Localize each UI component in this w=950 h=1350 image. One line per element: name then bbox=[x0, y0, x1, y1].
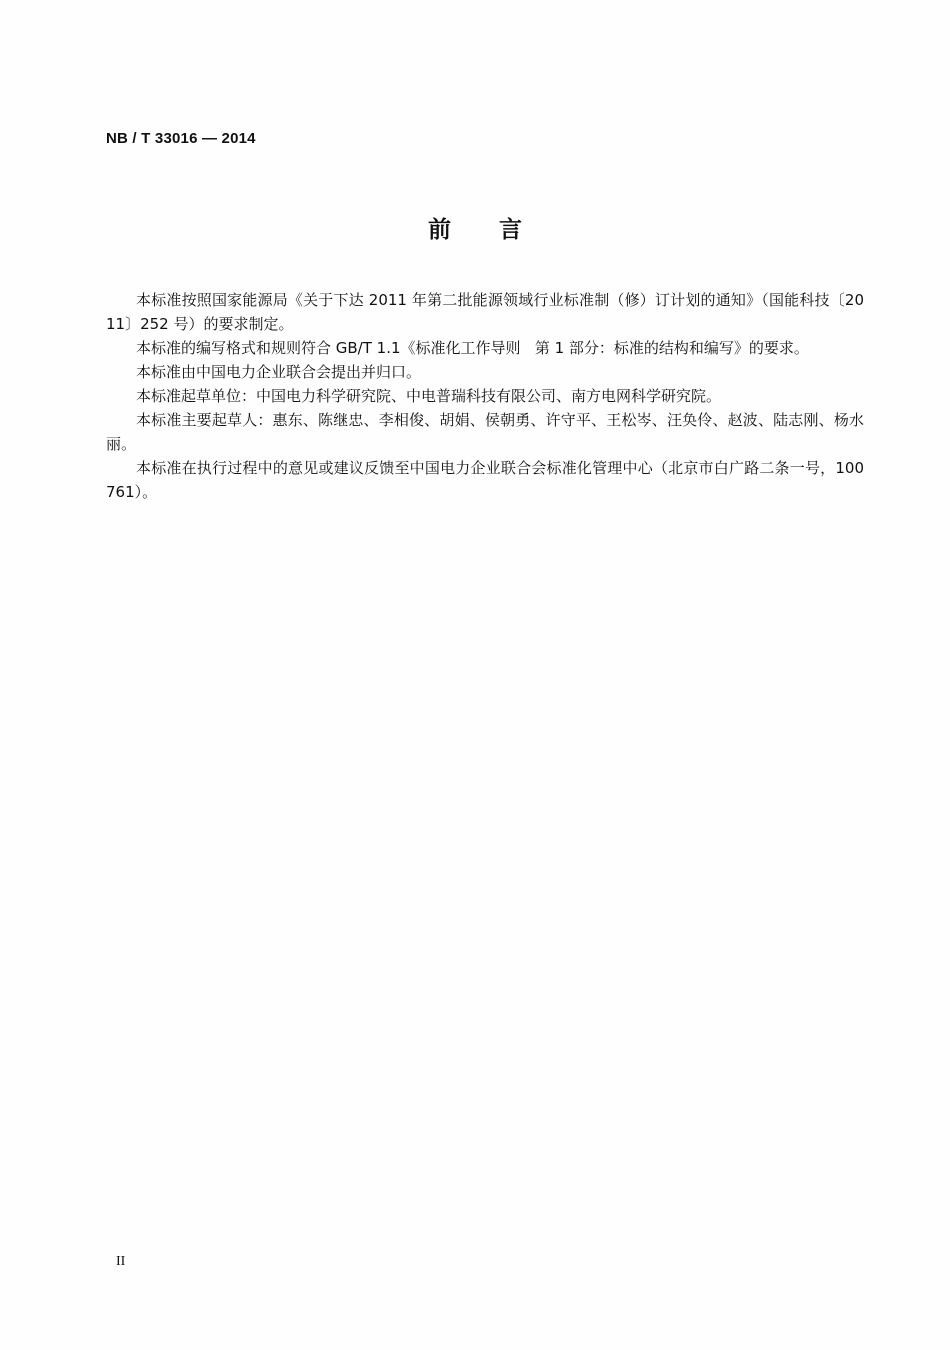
foreword-body bbox=[106, 288, 864, 504]
page-title: 前言 bbox=[428, 217, 570, 243]
paragraph-plan-basis: 本标准按照国家能源局《关于下达 2011 年第二批能源领域行业标准制（修）订计划的通知》（国能科技〔2011〕252 号）的要求制定。 bbox=[106, 291, 864, 333]
paragraph-drafters: 本标准主要起草人：惠东、陈继忠、李相俊、胡娟、侯朝勇、许守平、王松岑、汪奂伶、赵波、陆志刚、杨水丽。 bbox=[106, 411, 864, 453]
page-number: II bbox=[116, 1254, 126, 1269]
standard-code: NB / T 33016 — 2014 bbox=[106, 130, 256, 147]
paragraph-format-rules: 本标准的编写格式和规则符合 GB/T 1.1《标准化工作导则 第 1 部分：标准的结构和编写》的要求。 bbox=[136, 339, 809, 357]
paragraph-proposer: 本标准由中国电力企业联合会提出并归口。 bbox=[136, 363, 422, 381]
paragraph-feedback: 本标准在执行过程中的意见或建议反馈至中国电力企业联合会标准化管理中心（北京市白广路二条一号，100761）。 bbox=[106, 459, 864, 501]
paragraph-drafting-units: 本标准起草单位：中国电力科学研究院、中电普瑞科技有限公司、南方电网科学研究院。 bbox=[136, 387, 722, 405]
